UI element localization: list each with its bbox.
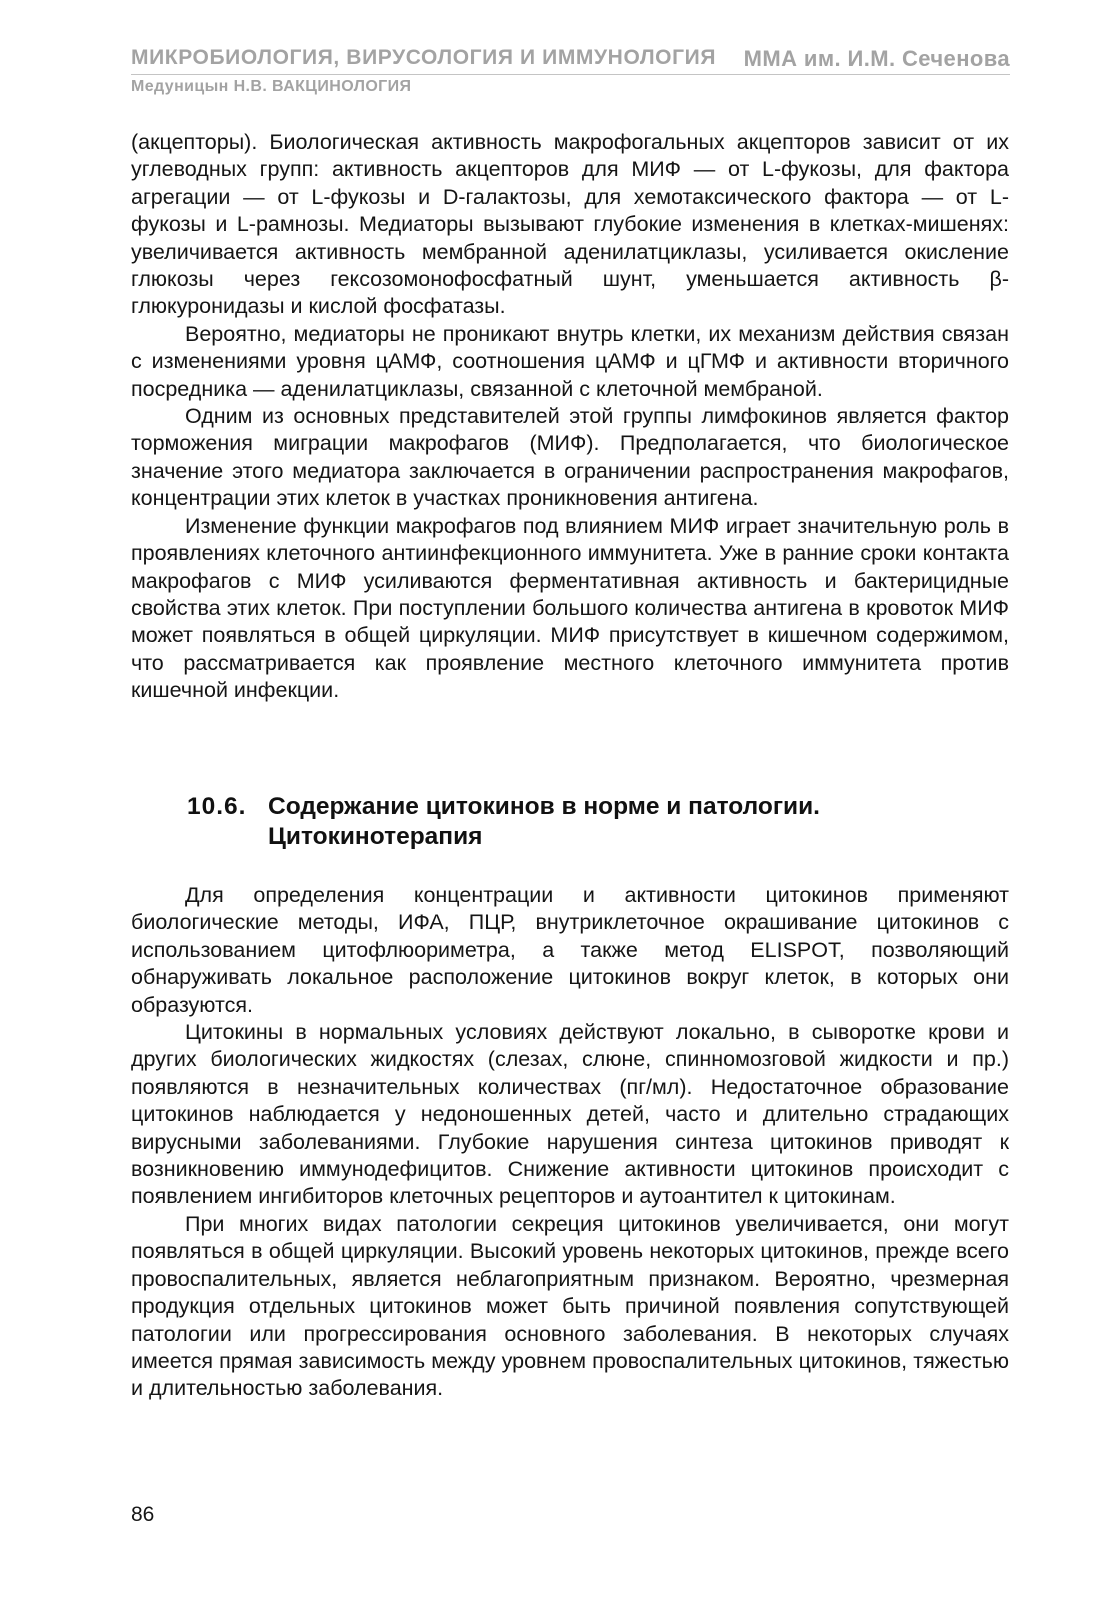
section-heading xyxy=(187,792,1007,852)
section-title-line-2: Цитокинотерапия xyxy=(268,823,483,850)
paragraph: Для определения концентрации и активности цитокинов применяют биологические методы, ИФА, ПЦР, внутриклеточное окрашивание цитокинов с использованием цитофлюориметра, а также метод ELISPOT, позволяющий обнаруживать локальное расположение цитокинов вокруг клеток, в которых они образуются. xyxy=(131,883,1009,1017)
section-number: 10.6. xyxy=(187,793,247,820)
header-book-title: Медуницын Н.В. ВАКЦИНОЛОГИЯ xyxy=(131,78,412,95)
body-text-bottom xyxy=(131,882,1009,1403)
paragraph: Вероятно, медиаторы не проникают внутрь клетки, их механизм действия связан с изменениями уровня цАМФ, соотношения цАМФ и цГМФ и активности вторичного посредника — аденилатциклазы, связанной с клеточной мембраной. xyxy=(131,321,1009,401)
header-divider xyxy=(131,74,1010,75)
section-title-line-1: Содержание цитокинов в норме и патологии. xyxy=(268,793,820,820)
header-course-title: МИКРОБИОЛОГИЯ, ВИРУСОЛОГИЯ И ИММУНОЛОГИЯ xyxy=(131,46,717,69)
running-header xyxy=(131,46,1010,76)
paragraph: Цитокины в нормальных условиях действуют локально, в сыворотке крови и других биологических жидкостях (слезах, слюне, спинномозговой жидкости и пр.) появляются в незначительных количествах (пг/мл). Недостаточное образование цитокинов наблюдается у недоношенных детей, часто и длительно страдающих вирусными заболеваниями. Глубокие нарушения синтеза цитокинов приводят к возникновению иммунодефицитов. Снижение активности цитокинов происходит с появлением ингибиторов клеточных рецепторов и аутоантител к цитокинам. xyxy=(131,1020,1009,1209)
paragraph: (акцепторы). Биологическая активность макрофогальных акцепторов зависит от их углеводных групп: активность акцепторов для МИФ — от L-фукозы, для фактора агрегации — от L-фукозы и D-галактозы, для хемотаксического фактора — от L-фукозы и L-рамнозы. Медиаторы вызывают глубокие изменения в клетках-мишенях: увеличивается активность мембранной аденилатциклазы, усиливается окисление глюкозы через гексозомонофосфатный шунт, уменьшается активность β-глюкуронидазы и кислой фосфатазы. xyxy=(131,130,1009,319)
header-institution: ММА им. И.М. Сеченова xyxy=(743,46,1010,71)
paragraph: Изменение функции макрофагов под влиянием МИФ играет значительную роль в проявлениях клеточного антиинфекционного иммунитета. Уже в ранние сроки контакта макрофагов с МИФ усиливаются ферментативная активность и бактерицидные свойства этих клеток. При поступлении большого количества антигена в кровоток МИФ может появляться в общей циркуляции. МИФ присутствует в кишечном содержимом, что рассматривается как проявление местного клеточного иммунитета против кишечной инфекции. xyxy=(131,513,1009,703)
paragraph: При многих видах патологии секреция цитокинов увеличивается, они могут появляться в общей циркуляции. Высокий уровень некоторых цитокинов, прежде всего провоспалительных, является неблагоприятным признаком. Вероятно, чрезмерная продукция отдельных цитокинов может быть причиной появления сопутствующей патологии или прогрессирования основного заболевания. В некоторых случаях имеется прямая зависимость между уровнем провоспалительных цитокинов, тяжестью и длительностью заболевания. xyxy=(131,1211,1009,1401)
page-number: 86 xyxy=(131,1503,155,1526)
paragraph: Одним из основных представителей этой группы лимфокинов является фактор торможения миграции макрофагов (МИФ). Предполагается, что биологическое значение этого медиатора заключается в ограничении распространения макрофагов, концентрации этих клеток в участках проникновения антигена. xyxy=(131,404,1009,511)
body-text-top xyxy=(131,129,1009,705)
